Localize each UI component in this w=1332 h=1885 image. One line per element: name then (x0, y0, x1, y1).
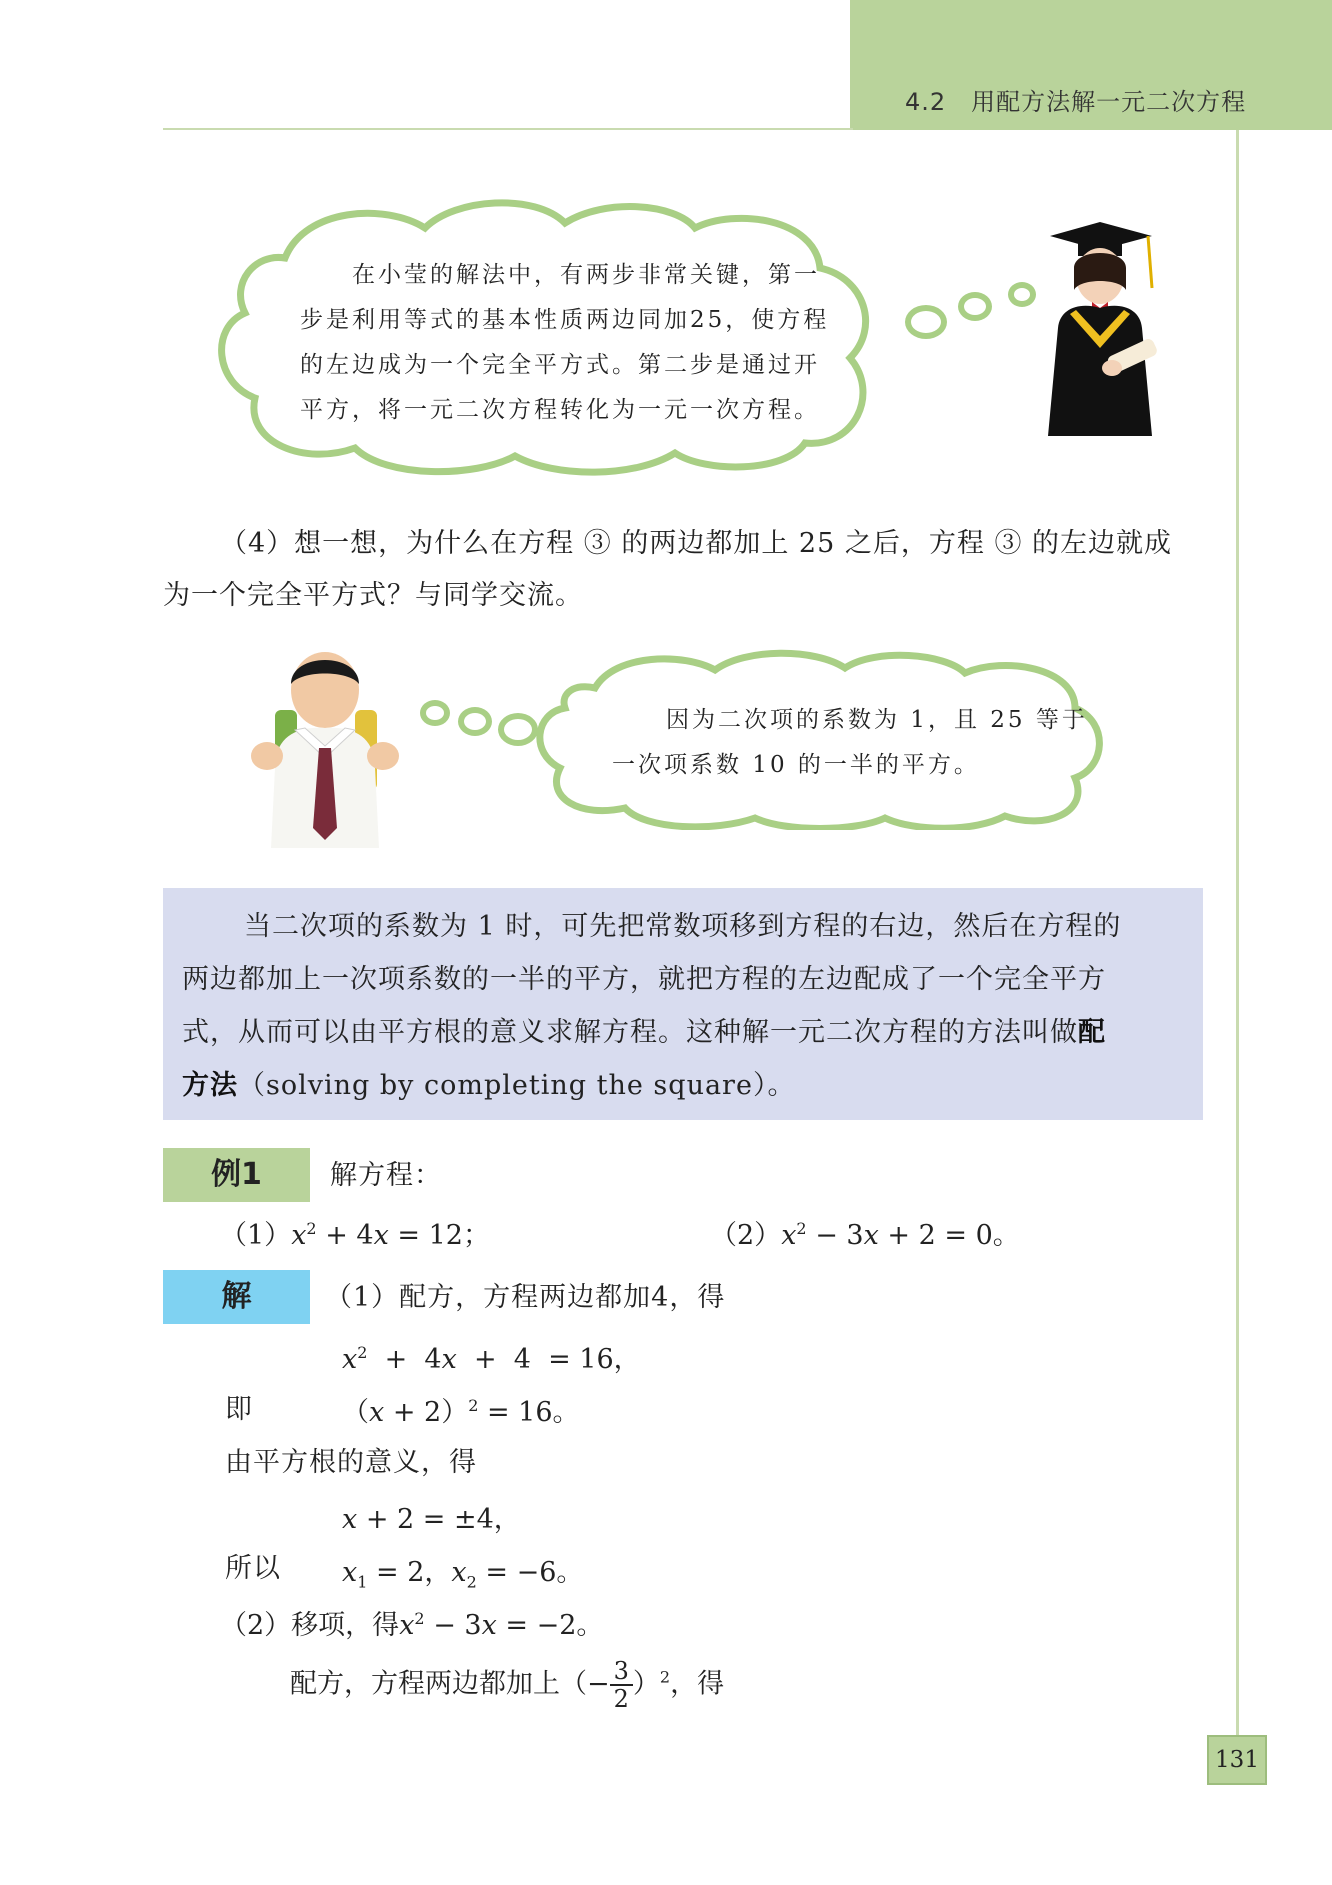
cloud-top-line: 平方，将一元二次方程转化为一元一次方程。 (300, 397, 820, 423)
solution-tag: 解 (163, 1270, 310, 1324)
key-term: 配 (1078, 1017, 1106, 1048)
concept-line (182, 1059, 1192, 1112)
cloud-top-line: 的左边成为一个完全平方式。第二步是通过开 (300, 352, 820, 378)
step-text: （2）移项，得 (220, 1610, 400, 1641)
solution-step-2: （2）移项，得$x^2 - 3x = -2$。 (220, 1609, 604, 1641)
math-line: $(x + 2)^2 = 16$。 (342, 1396, 580, 1428)
page-number: 131 (1207, 1735, 1267, 1785)
solution-step-3: 配方，方程两边都加上（− $\frac{3}{2}$ ）$^2$，得 (290, 1657, 725, 1713)
fraction: $\frac{3}{2}$ (610, 1658, 633, 1712)
solution-ji: 即 (225, 1394, 253, 1425)
thought-bubble (420, 700, 450, 726)
equation-label: （1） (220, 1220, 292, 1251)
key-term: 方法 (182, 1070, 238, 1101)
solution-suoyi: 所以 (225, 1553, 281, 1584)
solution-by-meaning: 由平方根的意义，得 (225, 1447, 477, 1478)
math-line: $x_1 = 2$，$x_2 = -6$。 (342, 1557, 584, 1592)
side-rule (1236, 130, 1239, 1745)
question-line: （4）想一想，为什么在方程 ③ 的两边都加上 25 之后，方程 ③ 的左边就成 (220, 528, 1173, 559)
concept-text (182, 900, 1192, 1112)
example-equation-1: $(1)x^2 + 4x = 12$； (220, 1219, 490, 1251)
header-rule (163, 128, 853, 130)
equation-label: （2） (710, 1220, 782, 1251)
concept-line: 两边都加上一次项系数的一半的平方，就把方程的左边配成了一个完全平方 (182, 964, 1106, 995)
cloud-top-line: 步是利用等式的基本性质两边同加25，使方程 (300, 307, 830, 333)
step-text: ，得 (670, 1668, 725, 1700)
question-line: 为一个完全平方式？与同学交流。 (163, 580, 583, 611)
step-text: 配方，方程两边都加上（ (290, 1668, 587, 1700)
thought-bubble (905, 305, 947, 339)
example-prompt: 解方程： (330, 1160, 442, 1191)
english-term: （solving by completing the square）。 (238, 1070, 796, 1101)
concept-line-text: 式，从而可以由平方根的意义求解方程。这种解一元二次方程的方法叫做 (182, 1017, 1078, 1048)
thought-bubble (498, 713, 538, 746)
example-equation-2: $(2)x^2 - 3x + 2 = 0$。 (710, 1219, 1020, 1251)
boy-with-backpack-illustration (245, 648, 415, 848)
solution-step-1: （1）配方，方程两边都加4，得 (325, 1282, 726, 1313)
concept-line: 当二次项的系数为 1 时，可先把常数项移到方程的右边，然后在方程的 (244, 911, 1122, 942)
math-line: x + 2 = ±4， (342, 1504, 521, 1535)
cloud-bottom-text (612, 698, 1092, 788)
graduate-girl-illustration (1040, 218, 1170, 438)
section-title: 4.2 用配方法解一元二次方程 (905, 88, 1247, 116)
cloud-top-text (300, 253, 860, 433)
thought-bubble (958, 292, 992, 321)
cloud-bottom-line: 因为二次项的系数为 1，且 25 等于 (666, 707, 1088, 733)
thought-bubble (1008, 282, 1036, 307)
example-tag: 例1 (163, 1148, 310, 1202)
concept-line (182, 1006, 1192, 1059)
cloud-bottom-line: 一次项系数 10 的一半的平方。 (612, 752, 980, 778)
thought-bubble (458, 707, 492, 736)
math-line: $x^2 + 4x + 4 = 16$， (342, 1343, 641, 1375)
cloud-top-line: 在小莹的解法中，有两步非常关键，第一 (352, 262, 820, 288)
